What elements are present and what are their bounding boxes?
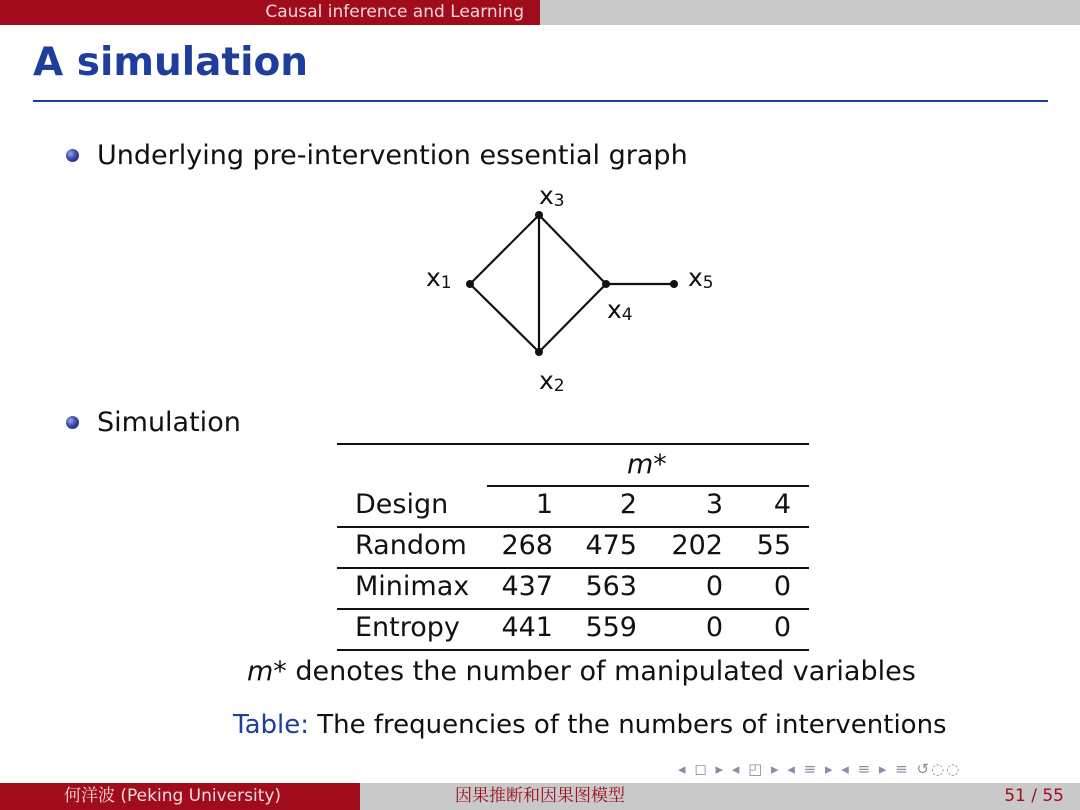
caption-text: The frequencies of the numbers of interventions [317,710,947,740]
edge-x3-x4 [539,215,606,284]
table-cell: 0 [773,571,791,602]
edge-x1-x2 [470,284,539,352]
bullet-ball-icon [66,416,79,429]
table-cell: 202 [671,530,723,561]
node-x4 [602,280,610,288]
table-bottom-rule [337,649,809,651]
node-x2 [535,348,543,356]
note-symbol: m* [247,656,287,687]
bullet-text-simulation: Simulation [97,407,241,438]
table-cell: 55 [756,530,791,561]
footer [0,783,1080,810]
caption-label: Table: [233,710,309,740]
label-x3: x3 [539,181,565,211]
table-cell: 0 [773,612,791,643]
table-cell: 563 [585,571,637,602]
label-x5: x5 [688,263,714,293]
table-header-design: Design [355,489,449,520]
node-x1 [466,280,474,288]
footer-course: 因果推断和因果图模型 [360,783,720,810]
table-caption [233,710,947,740]
table-row-minimax-label: Minimax [355,571,470,602]
table-group-header: m* [627,449,667,480]
label-x2: x2 [539,366,565,396]
footer-author: 何洋波 (Peking University) [0,783,360,810]
slide-title: A simulation [33,40,308,85]
table-header-4: 4 [773,489,791,520]
bullet-text-graph: Underlying pre-intervention essential graph [97,140,688,171]
table-cell: 441 [501,612,553,643]
bullet-simulation [66,407,241,438]
table-header-3: 3 [705,489,723,520]
table-row-entropy-label: Entropy [355,612,460,643]
label-x1: x1 [426,263,452,293]
beamer-nav-icons[interactable]: ◂ ◻ ▸ ◂ ◰ ▸ ◂ ≡ ▸ ◂ ≡ ▸ ≡ ↺◌◌ [678,760,962,778]
node-x5 [670,280,678,288]
section-title: Causal inference and Learning [0,0,540,25]
label-x4: x4 [607,295,633,325]
edge-x2-x4 [539,284,606,352]
table-cell: 437 [501,571,553,602]
table-row-random-label: Random [355,530,467,561]
table-cell: 0 [705,612,723,643]
table-header-2: 2 [619,489,637,520]
table-top-rule [337,443,809,445]
table-cell: 475 [585,530,637,561]
note-text: denotes the number of manipulated variables [295,656,916,687]
table-cell: 0 [705,571,723,602]
table-cell: 559 [585,612,637,643]
table-note [247,656,916,687]
edge-x1-x3 [470,215,539,284]
footer-page-number: 51 / 55 [720,783,1080,810]
node-x3 [535,211,543,219]
table-cell: 268 [501,530,553,561]
table-header-1: 1 [535,489,553,520]
